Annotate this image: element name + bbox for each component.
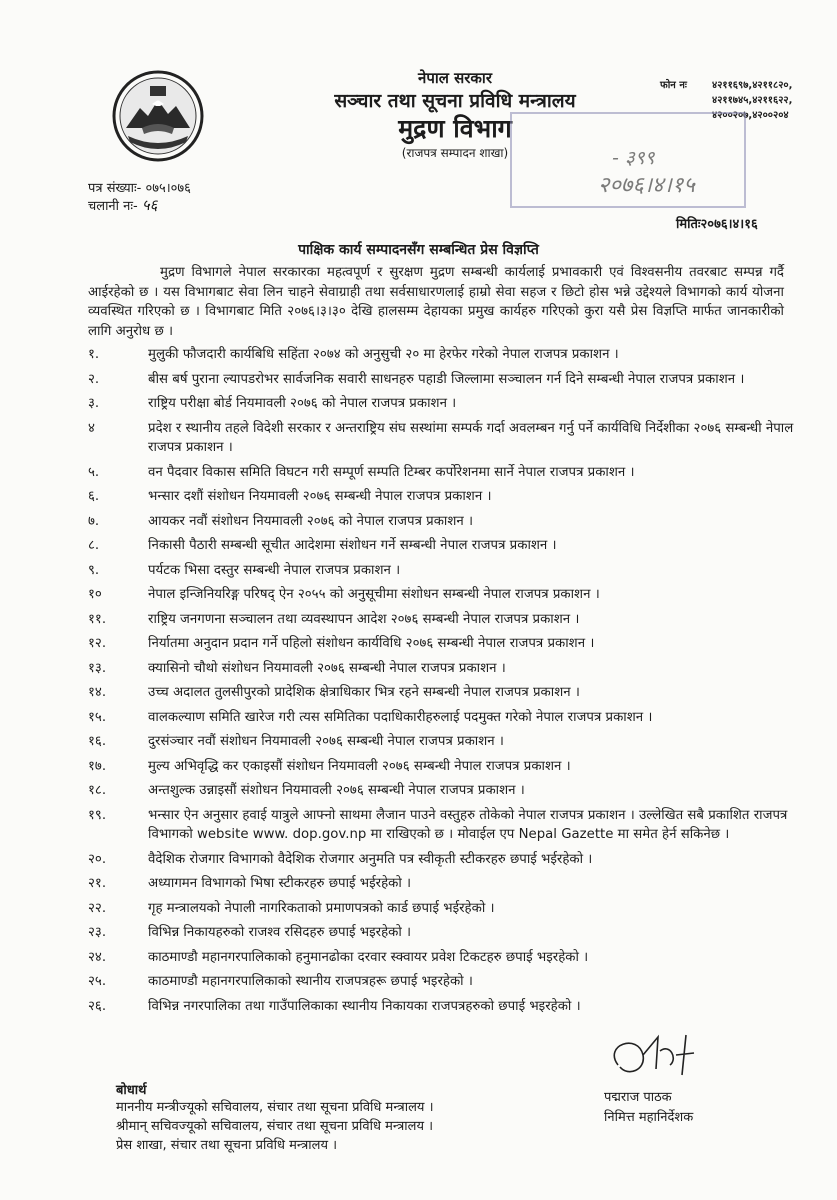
list-item bbox=[88, 781, 798, 801]
list-item bbox=[88, 948, 798, 968]
patra-sankhya-value: ०७५।०७६ bbox=[145, 181, 191, 196]
list-item-text: अन्तशुल्क उन्नाइसौं संशोधन नियमावली २०७६ सम्बन्धी नेपाल राजपत्र प्रकाशन । bbox=[148, 783, 525, 798]
cc-item: प्रेस शाखा, संचार तथा सूचना प्रविधि मन्त्रालय । bbox=[116, 1138, 338, 1153]
chalani-label: चलानी नः- bbox=[88, 199, 138, 214]
list-item-text: नेपाल इन्जिनियरिङ्ग परिषद् ऐन २०५५ को अनुसूचीमा संशोधन सम्बन्धी नेपाल राजपत्र प्रकाशन । bbox=[148, 587, 600, 602]
list-item bbox=[88, 463, 798, 483]
list-item-text: पर्यटक भिसा दस्तुर सम्बन्धी नेपाल राजपत्र प्रकाशन । bbox=[148, 562, 401, 578]
cc-item: श्रीमान् सचिवज्यूको सचिवालय, संचार तथा सूचना प्रविधि मन्त्रालय । bbox=[116, 1119, 434, 1134]
list-item-text: विभिन्न निकायहरुको राजश्व रसिदहरु छपाई भइरहेको । bbox=[148, 925, 412, 940]
list-item-text: राष्ट्रिय जनगणना सञ्चालन तथा व्यवस्थापन आदेश २०७६ सम्बन्धी नेपाल राजपत्र प्रकाशन । bbox=[148, 611, 580, 627]
list-item-number: १० bbox=[88, 587, 102, 602]
list-item-number: ९. bbox=[88, 562, 100, 578]
list-item-number: १२. bbox=[88, 636, 107, 651]
list-item-text: मुलुकी फौजदारी कार्यबिधि सहिंता २०७४ को अनुसुची २० मा हेरफेर गरेको नेपाल राजपत्र प्रकाशन । bbox=[148, 347, 619, 362]
nepal-emblem-icon bbox=[112, 70, 204, 162]
list-item bbox=[88, 874, 798, 894]
list-item bbox=[88, 370, 798, 390]
handwritten-signature bbox=[598, 1025, 718, 1087]
list-item bbox=[88, 997, 798, 1017]
list-item-text: आयकर नवौं संशोधन नियमावली २०७६ को नेपाल राजपत्र प्रकाशन । bbox=[148, 513, 474, 529]
list-item bbox=[88, 610, 798, 630]
department-name: मुद्रण विभाग bbox=[398, 114, 512, 143]
signer-name: पद्मराज पाठक bbox=[604, 1090, 672, 1105]
bodharth-heading: बोधार्थ bbox=[116, 1083, 147, 1098]
list-item bbox=[88, 708, 798, 728]
list-item-number: १४. bbox=[88, 685, 107, 700]
government-name: नेपाल सरकार bbox=[418, 69, 492, 87]
list-item-text: निर्यातमा अनुदान प्रदान गर्ने पहिलो संशोधन कार्यविधि २०७६ सम्बन्धी नेपाल राजपत्र प्रकाशन । bbox=[148, 636, 595, 651]
chalani-value: ५६ bbox=[141, 196, 158, 214]
list-item-number: २. bbox=[88, 371, 100, 387]
list-item-number: ८. bbox=[88, 538, 100, 553]
list-item-text: भन्सार ऐन अनुसार हवाई यात्रुले आफ्नो साथमा लैजान पाउने वस्तुहरु तोकेको नेपाल राजपत्र प्रकाशन । उल्लेखित सबै प्रकाशित राजपत्र विभागको website www. dop.gov.np मा राखिएको छ । मोवाईल एप Nepal Gazette मा समेत हेर्न सकिनेछ । bbox=[148, 807, 788, 842]
ministry-name: सञ्चार तथा सूचना प्रविधि मन्त्रालय bbox=[334, 90, 576, 112]
list-item-text: निकासी पैठारी सम्बन्धी सूचीत आदेशमा संशोधन गर्ने सम्बन्धी नेपाल राजपत्र प्रकाशन । bbox=[148, 538, 557, 553]
list-item-text: प्रदेश र स्थानीय तहले विदेशी सरकार र अन्तराष्ट्रिय संघ सस्थांमा सम्पर्क गर्दा अवलम्बन गर्नु पर्ने कार्यविधि निर्देशीका २०७६ सम्बन्धी नेपाल राजपत्र प्रकाशन । bbox=[148, 420, 794, 455]
list-item bbox=[88, 419, 798, 458]
list-item-number: ११. bbox=[88, 611, 107, 627]
list-item-number: २२. bbox=[88, 900, 107, 916]
list-item bbox=[88, 536, 798, 556]
list-item-number: ५. bbox=[88, 464, 100, 480]
stamp-handwritten-date: २०७६।४।१५ bbox=[598, 173, 695, 198]
list-item bbox=[88, 850, 798, 870]
list-item bbox=[88, 659, 798, 679]
intro-paragraph: मुद्रण विभागले नेपाल सरकारका महत्वपूर्ण र सुरक्षण मुद्रण सम्बन्धी कार्यलाई प्रभावकारी एवं विश्वसनीय तवरबाट सम्पन्न गर्दै आईरहेको छ । यस विभागबाट सेवा लिन चाहने सेवाग्राही तथा सर्वसाधारणलाई हाम्रो सेवा सहज र छिटो होस भन्ने उद्देश्यले विभागको कार्य योजना व्यवस्थित गरिएको छ । विभागबाट मिति २०७६।३।३० देखि हालसम्म देहायका प्रमुख कार्यहरु गरिएको कुरा यसै प्रेस विज्ञप्ति मार्फत जानकारीको लागि अनुरोध छ । bbox=[88, 265, 784, 339]
list-item bbox=[88, 806, 798, 845]
list-item-text: दुरसंञ्चार नवौं संशोधन नियमावली २०७६ सम्बन्धी नेपाल राजपत्र प्रकाशन । bbox=[148, 734, 504, 749]
signer-title: निमित्त महानिर्देशक bbox=[604, 1110, 694, 1125]
list-item-text: क्यासिनो चौथो संशोधन नियमावली २०७६ सम्बन्धी नेपाल राजपत्र प्रकाशन । bbox=[148, 660, 506, 676]
list-item-text: काठमाण्डौ महानगरपालिकाको स्थानीय राजपत्रहरू छपाई भइरहेको । bbox=[148, 974, 473, 989]
list-item bbox=[88, 634, 798, 654]
list-item bbox=[88, 345, 798, 365]
list-item-number: १५. bbox=[88, 709, 107, 725]
phone-line: ४२११७४५,४२११६२२, bbox=[712, 95, 793, 106]
signer-block bbox=[604, 1088, 693, 1128]
list-item bbox=[88, 972, 798, 992]
list-item-number: ६. bbox=[88, 489, 100, 504]
list-item-number: १८. bbox=[88, 783, 107, 798]
list-item-text: उच्च अदालत तुलसीपुरको प्रादेशिक क्षेत्राधिकार भित्र रहने सम्बन्धी नेपाल राजपत्र प्रकाशन । bbox=[148, 685, 580, 700]
list-item-number: १३. bbox=[88, 660, 107, 676]
list-item-text: काठमाण्डौ महानगरपालिकाको हनुमानढोका दरवार स्क्वायर प्रवेश टिकटहरु छपाई भइरहेको । bbox=[148, 949, 589, 965]
patra-sankhya-label: पत्र संख्याः- bbox=[88, 181, 142, 196]
branch-name: (राजपत्र सम्पादन शाखा) bbox=[401, 146, 509, 160]
cc-item: माननीय मन्त्रीज्यूको सचिवालय, संचार तथा सूचना प्रविधि मन्त्रालय । bbox=[116, 1100, 434, 1115]
activities-list bbox=[88, 345, 798, 1021]
list-item-number: २५. bbox=[88, 974, 107, 989]
letter-date: मितिः२०७६।४।१६ bbox=[676, 217, 758, 232]
list-item bbox=[88, 757, 798, 777]
reference-block bbox=[88, 180, 191, 215]
list-item bbox=[88, 561, 798, 581]
list-item-text: वन पैदवार विकास समिति विघटन गरी सम्पूर्ण सम्पति टिम्बर कर्पोरेशनमा सार्ने नेपाल राजपत्र प्रकाशन । bbox=[148, 464, 635, 480]
phone-label: फोन नः bbox=[660, 80, 687, 91]
list-item-number: २६. bbox=[88, 998, 107, 1014]
list-item bbox=[88, 487, 798, 507]
list-item bbox=[88, 899, 798, 919]
received-stamp bbox=[510, 112, 746, 208]
list-item-text: अध्यागमन विभागको भिषा स्टीकरहरु छपाई भईरहेको । bbox=[148, 876, 412, 891]
list-item-number: १७. bbox=[88, 758, 107, 774]
list-item-number: ३. bbox=[88, 396, 100, 411]
list-item-number: ७. bbox=[88, 513, 100, 529]
stamp-handwritten-number: - ३९९ bbox=[612, 147, 655, 169]
document-title: पाक्षिक कार्य सम्पादनसँग सम्बन्धित प्रेस विज्ञप्ति bbox=[298, 242, 539, 258]
list-item-number: २०. bbox=[88, 851, 107, 867]
list-item-text: बीस बर्ष पुराना ल्यापडरोभर सार्वजनिक सवारी साधनहरु पहाडी जिल्लामा सञ्चालन गर्न दिने सम्बन्धी नेपाल राजपत्र प्रकाशन । bbox=[148, 371, 745, 387]
list-item bbox=[88, 923, 798, 943]
list-item-number: २१. bbox=[88, 876, 107, 891]
list-item-text: वालकल्याण समिति खारेज गरी त्यस समितिका पदाधिकारीहरुलाई पदमुक्त गरेको नेपाल राजपत्र प्रकाशन । bbox=[148, 709, 653, 725]
cc-list bbox=[116, 1098, 434, 1155]
list-item bbox=[88, 732, 798, 752]
list-item-text: विभिन्न नगरपालिका तथा गाउँपालिकाका स्थानीय निकायका राजपत्रहरुको छपाई भइरहेको । bbox=[148, 998, 581, 1014]
list-item-number: २३. bbox=[88, 925, 107, 940]
list-item-number: २४. bbox=[88, 949, 107, 965]
list-item-text: गृह मन्त्रालयको नेपाली नागरिकताको प्रमाणपत्रको कार्ड छपाई भईरहेको । bbox=[148, 900, 495, 916]
list-item-text: राष्ट्रिय परीक्षा बोर्ड नियमावली २०७६ को नेपाल राजपत्र प्रकाशन । bbox=[148, 396, 457, 411]
list-item-number: १. bbox=[88, 347, 100, 362]
list-item-number: ४ bbox=[88, 420, 95, 436]
list-item bbox=[88, 394, 798, 414]
list-item-text: भन्सार दशौं संशोधन नियमावली २०७६ सम्बन्धी नेपाल राजपत्र प्रकाशन । bbox=[148, 489, 492, 504]
list-item-text: मुल्य अभिवृद्धि कर एकाइसौं संशोधन नियमावली २०७६ सम्बन्धी नेपाल राजपत्र प्रकाशन । bbox=[148, 758, 571, 774]
list-item bbox=[88, 512, 798, 532]
list-item-text: वैदेशिक रोजगार विभागको वैदेशिक रोजगार अनुमति पत्र स्वीकृती स्टीकरहरु छपाई भईरहेको । bbox=[148, 851, 593, 867]
phone-line: ४२११६९७,४२११८२०, bbox=[712, 80, 793, 91]
list-item bbox=[88, 683, 798, 703]
list-item-number: १६. bbox=[88, 734, 107, 749]
phone-line: ४२००२०७,४२००२०४ bbox=[712, 110, 789, 121]
list-item-number: १९. bbox=[88, 807, 107, 823]
list-item bbox=[88, 585, 798, 605]
